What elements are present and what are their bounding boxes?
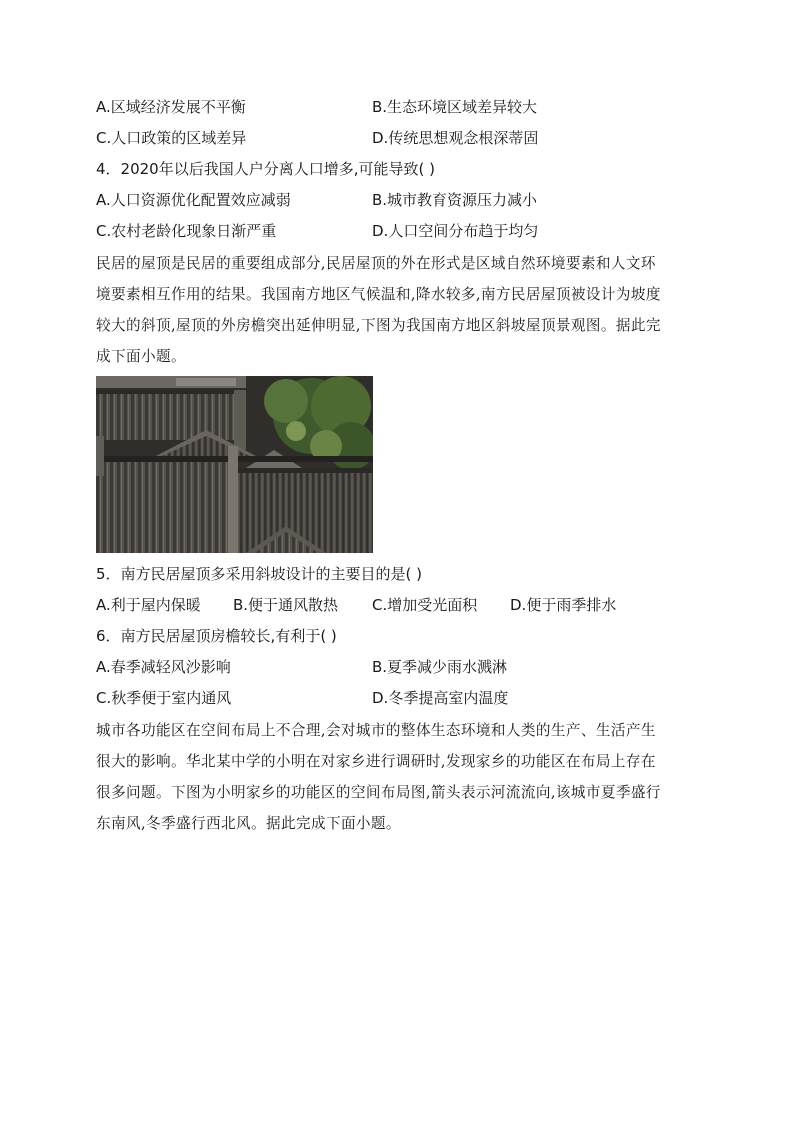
- q6-option-a: A.春季减轻风沙影响: [96, 658, 231, 676]
- q6-option-b: B.夏季减少雨水溅淋: [372, 658, 508, 676]
- q6-option-d: D.冬季提高室内温度: [372, 689, 509, 707]
- roof-photo: [96, 376, 373, 553]
- q5-stem: 5．南方民居屋顶多采用斜坡设计的主要目的是( ): [96, 565, 423, 583]
- passage-city-line: 很大的影响。华北某中学的小明在对家乡进行调研时,发现家乡的功能区在布局上存在: [96, 753, 656, 770]
- q5-option-c: C.增加受光面积: [372, 596, 478, 614]
- q3-option-b: B.生态环境区域差异较大: [372, 98, 538, 116]
- q4-option-a: A.人口资源优化配置效应减弱: [96, 191, 291, 209]
- q4-option-c: C.农村老龄化现象日渐严重: [96, 222, 277, 240]
- q5-option-a: A.利于屋内保暖: [96, 596, 201, 614]
- passage-city-line: 东南风,冬季盛行西北风。据此完成下面小题。: [96, 815, 401, 832]
- passage-roof-line: 境要素相互作用的结果。我国南方地区气候温和,降水较多,南方民居屋顶被设计为坡度: [96, 286, 661, 303]
- passage-roof-line: 较大的斜顶,屋顶的外房檐突出延伸明显,下图为我国南方地区斜坡屋顶景观图。据此完: [96, 317, 661, 334]
- passage-roof-line: 成下面小题。: [96, 348, 186, 365]
- q4-stem: 4．2020年以后我国人户分离人口增多,可能导致( ): [96, 160, 435, 178]
- q3-option-a: A.区域经济发展不平衡: [96, 98, 246, 116]
- q6-stem: 6．南方民居屋顶房檐较长,有利于( ): [96, 627, 337, 645]
- q4-option-d: D.人口空间分布趋于均匀: [372, 222, 539, 240]
- q5-option-b: B.便于通风散热: [233, 596, 339, 614]
- passage-city: [96, 715, 702, 839]
- q5-option-d: D.便于雨季排水: [510, 596, 617, 614]
- passage-roof: [96, 248, 702, 372]
- q6-option-c: C.秋季便于室内通风: [96, 689, 232, 707]
- passage-roof-line: 民居的屋顶是民居的重要组成部分,民居屋顶的外在形式是区域自然环境要素和人文环: [96, 255, 656, 272]
- q3-option-c: C.人口政策的区域差异: [96, 129, 247, 147]
- passage-city-line: 很多问题。下图为小明家乡的功能区的空间布局图,箭头表示河流流向,该城市夏季盛行: [96, 784, 661, 801]
- q4-option-b: B.城市教育资源压力减小: [372, 191, 538, 209]
- passage-city-line: 城市各功能区在空间布局上不合理,会对城市的整体生态环境和人类的生产、生活产生: [96, 722, 656, 739]
- q3-option-d: D.传统思想观念根深蒂固: [372, 129, 539, 147]
